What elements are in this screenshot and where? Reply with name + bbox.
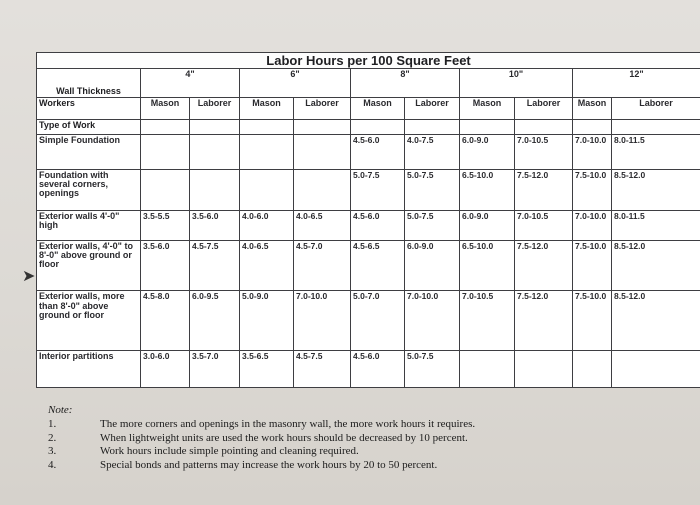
hours-cell: 7.5-12.0 — [515, 291, 573, 351]
hours-cell: 8.5-12.0 — [612, 170, 700, 210]
worker-header: Mason — [460, 98, 515, 119]
hours-cell: 6.5-10.0 — [460, 170, 515, 210]
table-title: Labor Hours per 100 Square Feet — [37, 53, 700, 69]
hours-cell — [190, 170, 240, 210]
hours-cell: 4.5-6.0 — [351, 350, 405, 387]
hours-cell — [240, 170, 294, 210]
wall-thickness-label: Wall Thickness — [37, 69, 141, 98]
table-row — [37, 170, 700, 210]
hours-cell — [460, 350, 515, 387]
hours-cell: 8.0-11.5 — [612, 135, 700, 170]
hours-cell — [240, 135, 294, 170]
hours-cell: 7.0-10.0 — [294, 291, 351, 351]
table-row — [37, 350, 700, 387]
table-row — [37, 291, 700, 351]
work-type-label: Exterior walls, 4'-0" to 8'-0" above ground or floor — [37, 240, 141, 291]
hours-cell: 4.5-6.0 — [351, 210, 405, 240]
hours-cell: 7.0-10.5 — [515, 135, 573, 170]
note-number: 2. — [48, 431, 57, 444]
hours-cell: 7.0-10.0 — [573, 210, 612, 240]
hours-cell: 5.0-7.5 — [405, 210, 460, 240]
hours-cell: 4.5-6.5 — [351, 240, 405, 291]
thickness-4-header: 4" — [141, 69, 240, 98]
table-row — [37, 240, 700, 291]
hours-cell: 4.5-6.0 — [351, 135, 405, 170]
hours-cell — [190, 135, 240, 170]
notes-list — [48, 418, 688, 472]
table-row — [37, 210, 700, 240]
hours-cell: 4.0-6.5 — [240, 240, 294, 291]
note-text: The more corners and openings in the masonry wall, the more work hours it requires. — [100, 418, 476, 430]
workers-label: Workers — [37, 98, 141, 119]
table-row — [37, 135, 700, 170]
hours-cell — [141, 170, 190, 210]
hours-cell: 3.5-6.0 — [141, 240, 190, 291]
hours-cell: 7.0-10.0 — [405, 291, 460, 351]
hours-cell: 8.0-11.5 — [612, 210, 700, 240]
hours-cell: 4.0-6.5 — [294, 210, 351, 240]
work-type-label: Foundation with several corners, openings — [37, 170, 141, 210]
worker-header: Laborer — [294, 98, 351, 119]
hours-cell: 4.5-7.5 — [190, 240, 240, 291]
hours-cell — [515, 350, 573, 387]
work-type-label: Exterior walls, more than 8'-0" above ground or floor — [37, 291, 141, 351]
hours-cell: 5.0-7.5 — [405, 170, 460, 210]
hours-cell — [573, 350, 612, 387]
hours-cell: 3.5-6.0 — [190, 210, 240, 240]
hours-cell: 8.5-12.0 — [612, 240, 700, 291]
hours-cell: 4.0-6.0 — [240, 210, 294, 240]
hours-cell: 3.5-7.0 — [190, 350, 240, 387]
hours-cell — [294, 170, 351, 210]
note-text: Special bonds and patterns may increase the work hours by 20 to 50 percent. — [100, 458, 438, 471]
hours-cell: 5.0-7.0 — [351, 291, 405, 351]
hours-cell: 3.0-6.0 — [141, 350, 190, 387]
hours-cell — [141, 135, 190, 170]
work-type-label: Interior partitions — [37, 350, 141, 387]
hours-cell: 6.0-9.0 — [460, 210, 515, 240]
note-item — [48, 418, 688, 432]
note-text: When lightweight units are used the work hours should be decreased by 10 percent. — [100, 431, 468, 444]
note-number: 1. — [48, 418, 57, 430]
worker-header: Laborer — [612, 98, 700, 119]
hours-cell: 7.5-10.0 — [573, 240, 612, 291]
hours-cell: 3.5-6.5 — [240, 350, 294, 387]
worker-header: Mason — [240, 98, 294, 119]
notes-label: Note: — [48, 404, 73, 416]
hours-cell — [294, 135, 351, 170]
hours-cell: 7.5-12.0 — [515, 240, 573, 291]
worker-header: Mason — [573, 98, 612, 119]
worker-header: Laborer — [515, 98, 573, 119]
hours-cell: 6.0-9.0 — [460, 135, 515, 170]
thickness-10-header: 10" — [460, 69, 573, 98]
thickness-8-header: 8" — [351, 69, 460, 98]
note-number: 4. — [48, 458, 57, 471]
hours-cell: 7.0-10.5 — [515, 210, 573, 240]
thickness-12-header: 12" — [573, 69, 700, 98]
hours-cell — [612, 350, 700, 387]
worker-header: Laborer — [190, 98, 240, 119]
hours-cell: 5.0-7.5 — [351, 170, 405, 210]
worker-header: Mason — [351, 98, 405, 119]
mouse-cursor-icon: ➤ — [22, 268, 36, 285]
hours-cell: 4.5-7.0 — [294, 240, 351, 291]
note-item — [48, 459, 688, 473]
hours-cell: 6.0-9.5 — [190, 291, 240, 351]
labor-hours-table — [36, 52, 700, 388]
thickness-6-header: 6" — [240, 69, 351, 98]
hours-cell: 7.5-10.0 — [573, 170, 612, 210]
worker-header: Laborer — [405, 98, 460, 119]
hours-cell: 7.5-10.0 — [573, 291, 612, 351]
work-type-label: Exterior walls 4'-0" high — [37, 210, 141, 240]
hours-cell: 3.5-5.5 — [141, 210, 190, 240]
hours-cell: 6.5-10.0 — [460, 240, 515, 291]
table-body — [37, 135, 700, 388]
hours-cell: 7.0-10.5 — [460, 291, 515, 351]
hours-cell: 6.0-9.0 — [405, 240, 460, 291]
type-of-work-label: Type of Work — [37, 119, 141, 135]
worker-header: Mason — [141, 98, 190, 119]
hours-cell: 4.0-7.5 — [405, 135, 460, 170]
note-text: Work hours include simple pointing and cleaning required. — [100, 445, 359, 457]
hours-cell: 4.5-7.5 — [294, 350, 351, 387]
notes-section — [48, 404, 688, 472]
hours-cell: 8.5-12.0 — [612, 291, 700, 351]
hours-cell: 7.5-12.0 — [515, 170, 573, 210]
note-number: 3. — [48, 445, 57, 457]
hours-cell: 5.0-7.5 — [405, 350, 460, 387]
hours-cell: 7.0-10.0 — [573, 135, 612, 170]
note-item — [48, 432, 688, 446]
work-type-label: Simple Foundation — [37, 135, 141, 170]
note-item — [48, 445, 688, 459]
hours-cell: 5.0-9.0 — [240, 291, 294, 351]
hours-cell: 4.5-8.0 — [141, 291, 190, 351]
